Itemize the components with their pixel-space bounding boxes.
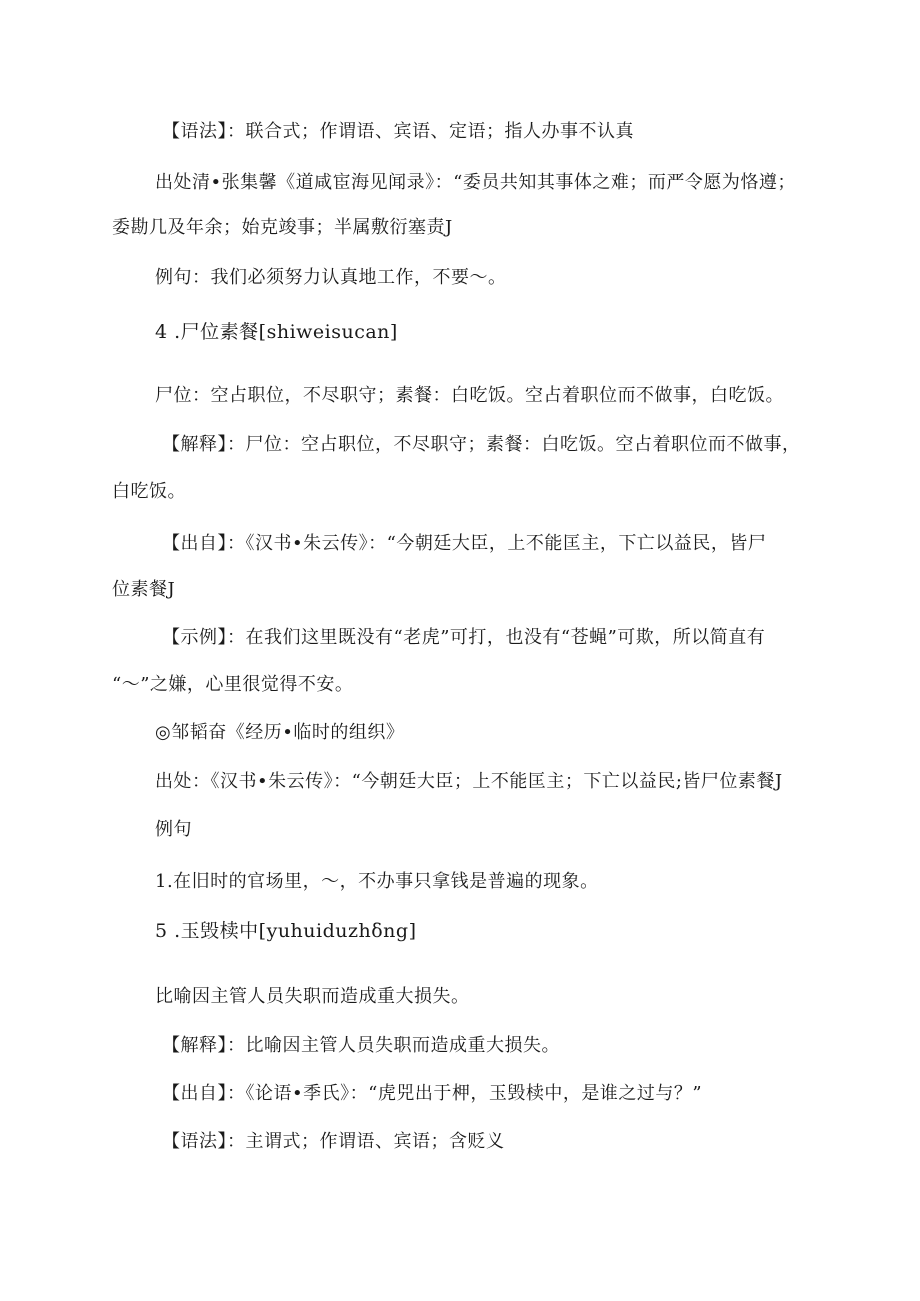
sample-line-4-cont: “～”之嫌，心里很觉得不安。 bbox=[112, 674, 354, 695]
explanation-line-4: 【解释】：尸位：空占职位，不尽职守；素餐：白吃饭。空占着职位而不做事， bbox=[162, 434, 801, 455]
example-line-1: 例句：我们必须努力认真地工作，不要～。 bbox=[155, 267, 507, 288]
origin-line-5: 【出自】：《论语•季氏》：“虎兕出于柙，玉毁椟中，是谁之过与？” bbox=[162, 1083, 703, 1104]
explanation-line-5: 【解释】：比喻因主管人员失职而造成重大损失。 bbox=[162, 1035, 560, 1056]
example-line-4: 1.在旧时的官场里，～，不办事只拿钱是普遍的现象。 bbox=[155, 871, 599, 892]
explanation-line-4-cont: 白吃饭。 bbox=[112, 481, 186, 502]
idiom-heading-4: 4 .尸位素餐[shiweisucan] bbox=[155, 321, 398, 343]
sample-attribution-4: ◎邹韬奋《经历•临时的组织》 bbox=[155, 722, 405, 743]
example-label-4: 例句 bbox=[155, 819, 192, 840]
source-line-1-cont: 委勘几及年余；始克竣事；半属敷衍塞责J bbox=[112, 217, 453, 238]
grammar-line-1: 【语法】：联合式；作谓语、宾语、定语；指人办事不认真 bbox=[162, 121, 634, 142]
source-line-1: 出处清•张集馨《道咸宦海见闻录》：“委员共知其事体之难；而严令愿为恪遵； bbox=[155, 172, 796, 193]
source-line-4: 出处：《汉书•朱云传》：“今朝廷大臣；上不能匡主；下亡以益民;皆尸位素餐J bbox=[155, 771, 783, 792]
definition-line-4: 尸位：空占职位，不尽职守；素餐：白吃饭。空占着职位而不做事，白吃饭。 bbox=[155, 385, 784, 406]
sample-line-4: 【示例】：在我们这里既没有“老虎”可打，也没有“苍蝇”可欺，所以简直有 bbox=[162, 627, 766, 648]
idiom-heading-5: 5 .玉毁椟中[yuhuiduzhδng] bbox=[155, 920, 417, 942]
origin-line-4: 【出自】：《汉书•朱云传》：“今朝廷大臣，上不能匡主，下亡以益民，皆尸 bbox=[162, 533, 767, 554]
grammar-line-5: 【语法】：主谓式；作谓语、宾语；含贬义 bbox=[162, 1131, 505, 1152]
definition-line-5: 比喻因主管人员失职而造成重大损失。 bbox=[155, 986, 470, 1007]
origin-line-4-cont: 位素餐J bbox=[112, 579, 176, 600]
